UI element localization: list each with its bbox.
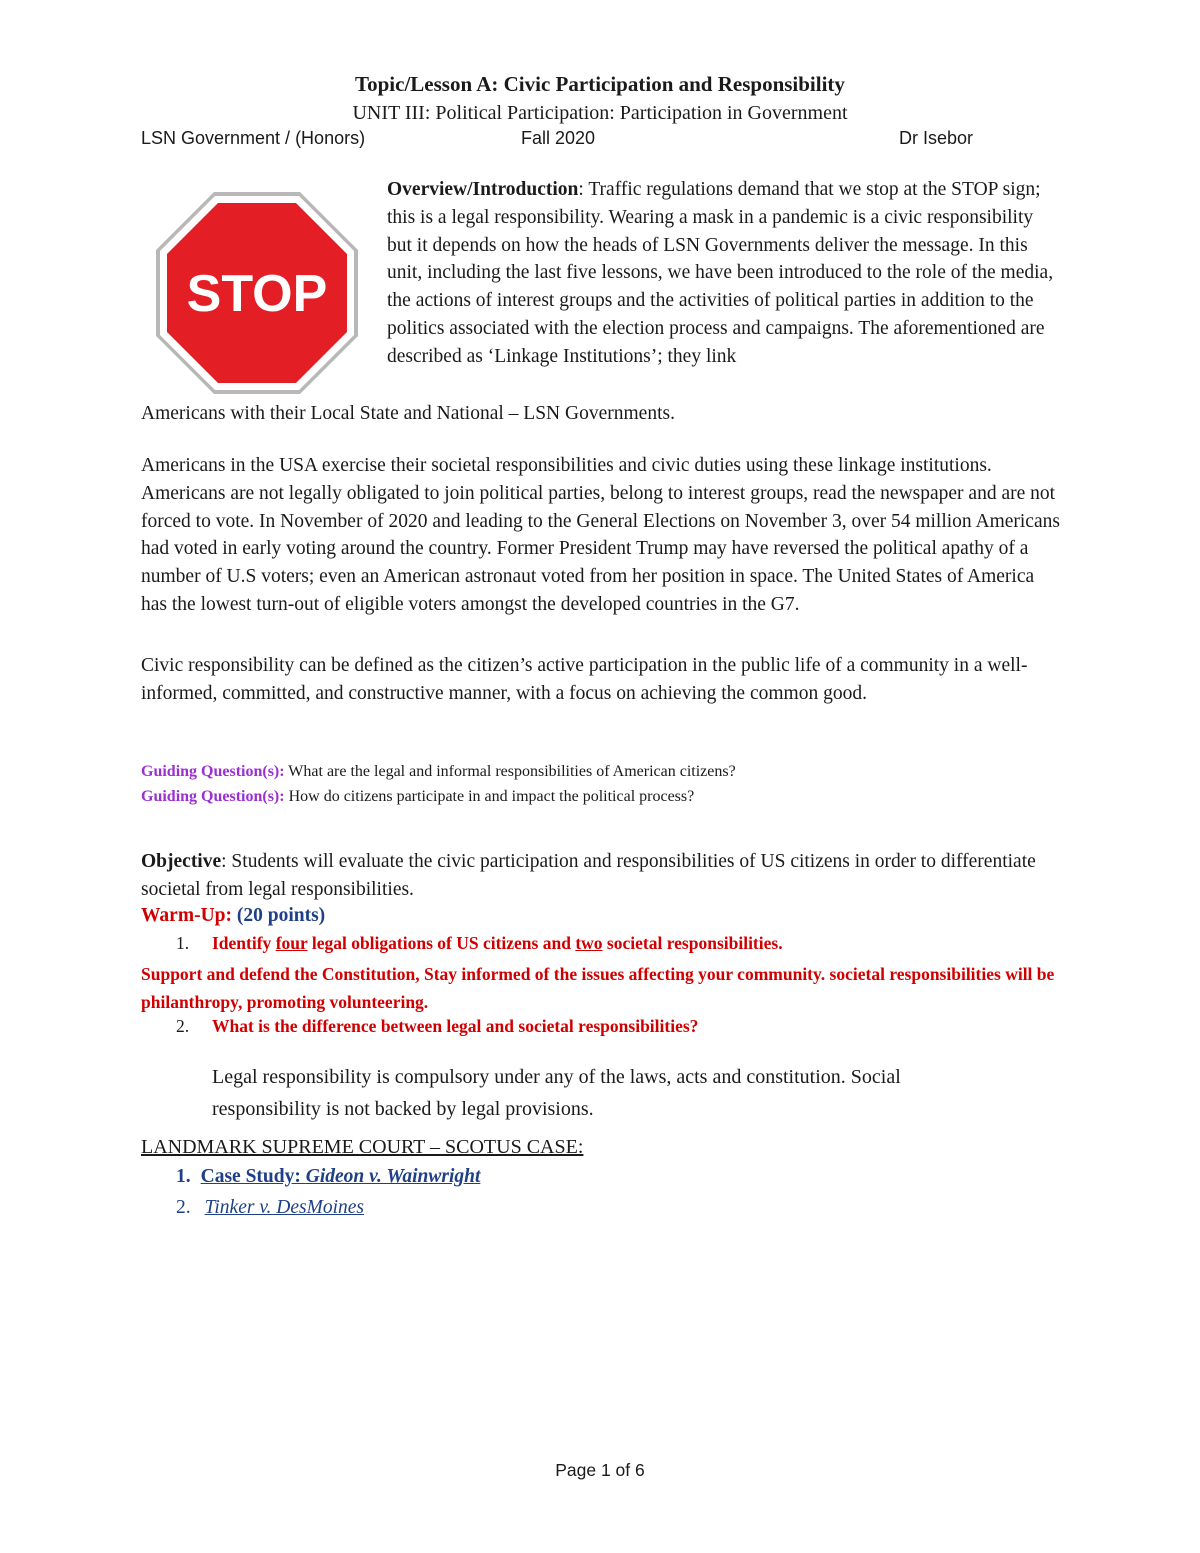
objective-paragraph [141,848,1061,904]
landmark-heading: LANDMARK SUPREME COURT – SCOTUS CASE: [141,1136,584,1158]
list-number: 1. [176,933,190,953]
guiding-question-1 [141,763,736,781]
question-text: What is the difference between legal and societal responsibilities? [212,1016,699,1036]
case-title: Gideon v. Wainwright [305,1166,481,1187]
list-number: 2. [176,1016,190,1036]
case-label: Case Study: [200,1166,306,1187]
guiding-question-label: Guiding Question(s): [141,763,285,780]
guiding-question-text: What are the legal and informal responsibilities of American citizens? [284,763,736,780]
body-paragraph-civic: Civic responsibility can be defined as the citizen’s active participation in the public life of a community in a well-informed, committed, and constructive manner, with a focus on achieving the common good. [141,655,1028,704]
overview-text: : Traffic regulations demand that we stop at the STOP sign; this is a legal responsibility. Wearing a mask in a pandemic is a civic responsibility but it depends on how the heads of LSN Governments deliver the message. In this unit, including the last five lessons, we have been introduced to the role of the media, the actions of interest groups and the activities of political parties in addition to the politics associated with the election process and campaigns. The aforementioned are described as ‘Linkage Institutions’; they link [387,179,1054,367]
page-title: Topic/Lesson A: Civic Participation and Responsibility [355,72,845,96]
objective-label: Objective [141,851,222,872]
instructor-name: Dr Isebor [899,128,974,148]
stop-sign-image [152,188,362,398]
body-paragraph-linkage: Americans in the USA exercise their societal responsibilities and civic duties using these linkage institutions. Americans are not legally obligated to join political parties, belong to interest groups, read the newspaper and are not forced to vote. In November of 2020 and leading to the General Elections on November 3, over 54 million Americans had voted in early voting around the country. Former President Trump may have reversed the political apathy of a number of U.S voters; even an American astronaut voted from her position in space. The United States of America has the lowest turn-out of eligible voters amongst the developed countries in the G7. [141,455,1060,615]
case-link-gideon[interactable] [176,1166,480,1188]
overview-label: Overview/Introduction [387,179,579,200]
emphasis-two: two [575,933,603,953]
overview-continuation: Americans with their Local State and National – LSN Governments. [141,403,675,424]
stop-sign-text: STOP [186,265,328,323]
warmup-answer-2: Legal responsibility is compulsory under any of the laws, acts and constitution. Social responsibility is not backed by legal provisions. [212,1066,901,1120]
warmup-label: Warm-Up: [141,905,232,926]
question-part: legal obligations of US citizens and [307,933,576,953]
objective-text: : Students will evaluate the civic participation and responsibilities of US citizens in order to differentiate societal from legal responsibilities. [141,851,1036,900]
question-text [212,933,783,954]
list-number: 2. [176,1197,191,1218]
page-number: Page 1 of 6 [555,1460,645,1480]
warmup-heading [141,905,325,927]
question-part: societal responsibilities. [602,933,783,953]
list-number: 1. [176,1166,191,1187]
guiding-question-2 [141,788,694,806]
overview-paragraph [387,176,1062,371]
guiding-question-label: Guiding Question(s): [141,788,285,805]
warmup-points: (20 points) [236,905,326,926]
course-name: LSN Government / (Honors) [141,128,366,148]
case-title: Tinker v. DesMoines [204,1197,365,1218]
question-part: Identify [212,933,276,953]
guiding-question-text: How do citizens participate in and impact the political process? [284,788,695,805]
term-label: Fall 2020 [521,128,596,148]
emphasis-four: four [275,933,308,953]
case-link-tinker[interactable] [176,1197,364,1219]
unit-subtitle: UNIT III: Political Participation: Participation in Government [352,102,848,124]
warmup-answer-1: Support and defend the Constitution, Stay informed of the issues affecting your community. societal responsibilities will be philanthropy, promoting volunteering. [141,964,1055,1012]
